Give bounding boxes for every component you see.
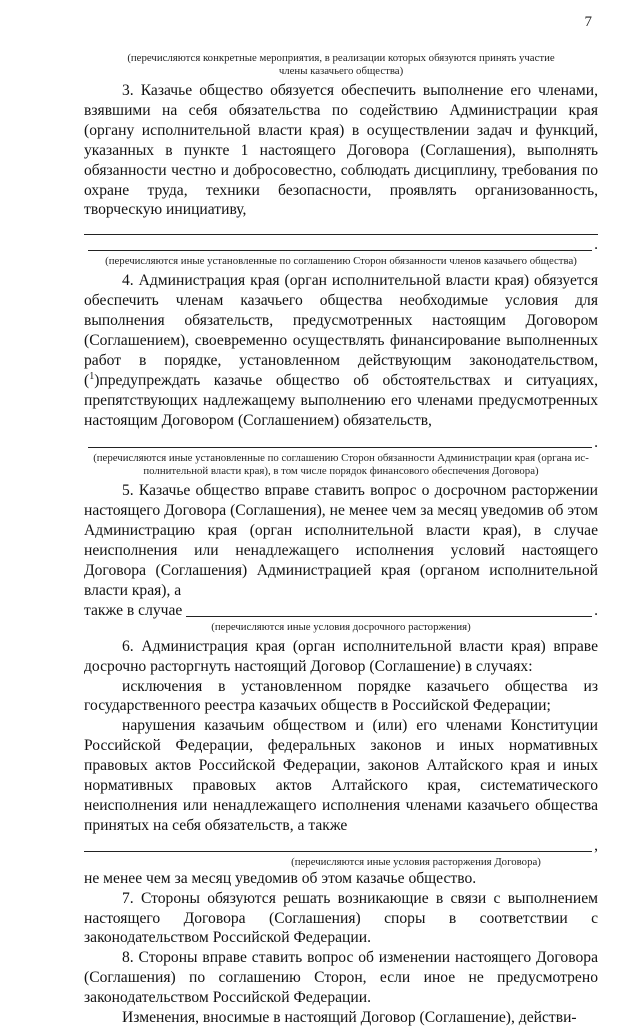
paragraph-3: 3. Казачье общество обязуется обеспечить выполнение его членами, взявшими на себя обязательства по содействию Администрации края (органу исполнительной власти края) в осуществлении задач и функций, указанных в пункте 1 настоящего Договора (Соглашения), выполнять обязанности честно и добросовестно, соблюдать дисциплину, требования по охране труда, техники безопасности, проявлять организованность, творческую инициативу,: [84, 82, 598, 219]
caption-activities-cont: члены казачьего общества): [278, 65, 404, 77]
footnote-mark: 1: [89, 370, 95, 382]
blank-line-end: [84, 433, 598, 453]
blank-line-end: [84, 836, 598, 856]
caption-admin-duties: (перечисляются иные установленные по соглашению Сторон обязанности Администрации края (органа ис-: [93, 452, 589, 465]
page-number: 7: [584, 14, 592, 30]
blank-fill: [88, 433, 592, 448]
caption-activities: (перечисляются конкретные мероприятия, в реализации которых обязуются принять участие: [127, 52, 555, 64]
paragraph-5-tail: также в случае: [84, 601, 183, 619]
paragraph-6-case-a: исключения в установленном порядке казачьего общества из государственного реестра казачьих обществ в Российской Федерации;: [84, 677, 598, 715]
caption-member-duties: (перечисляются иные установленные по соглашению Сторон обязанности членов казачьего общества): [105, 255, 577, 268]
paragraph-7: 7. Стороны обязуются решать возникающие в связи с выполнением настоящего Договора (Соглашения) споры в соответствии с законодательством Российской Федерации.: [84, 889, 598, 947]
blank-fill: [84, 837, 592, 852]
caption-admin-duties-cont: полнительной власти края), в том числе порядок финансового обеспечения Договора): [143, 465, 539, 478]
paragraph-4-text-cont: )предупреждать казачье общество об обстоятельствах и ситуациях, препятствующих надлежащему выполнению его членами предусмотренных настоящим Договором (Соглашением) обязательств,: [84, 371, 598, 429]
blank-fill: [186, 602, 592, 617]
document-body: [84, 52, 598, 1028]
blank-line-end: [84, 235, 598, 255]
paragraph-6: 6. Администрация края (орган исполнительной власти края) вправе досрочно расторгнуть настоящий Договор (Соглашение) в случаях:: [84, 637, 598, 675]
paragraph-4: [84, 271, 598, 430]
caption-early-termination: (перечисляются иные условия досрочного расторжения): [211, 620, 471, 633]
line-end-dot: .: [594, 236, 598, 254]
paragraph-6-case-b: нарушения казачьим обществом и (или) его членами Конституции Российской Федерации, федеральных законов и иных нормативных правовых актов Российской Федерации, законов Алтайского края и иных нормативных правовых актов Алтайского края, систематического неисполнения или ненадлежащего исполнения членами казачьего общества принятых на себя обязательств, а также: [84, 717, 598, 834]
blank-fill: [88, 236, 592, 251]
line-end-comma: ,: [594, 836, 598, 854]
paragraph-6-tail: не менее чем за месяц уведомив об этом казачье общество.: [84, 869, 477, 887]
line-end-dot: .: [594, 601, 598, 619]
paragraph-5: 5. Казачье общество вправе ставить вопрос о досрочном расторжении настоящего Договора (Соглашения), не менее чем за месяц уведомив об этом Администрацию края (орган исполнительной власти края), в случае неисполнения или ненадлежащего исполнения условий настоящего Договора (Соглашения) Администрацией края (органом исполнительной власти края), а: [84, 482, 598, 599]
caption-termination-conditions: (перечисляются иные условия расторжения Договора): [291, 855, 541, 868]
line-end-dot: .: [594, 433, 598, 451]
paragraph-4-text: 4. Администрация края (орган исполнительной власти края) обязуется обеспечить членам казачьего общества необходимые условия для выполнения обязательств, предусмотренных настоящим Договором (Соглашением), своевременно осуществлять финансирование выполненных работ в порядке, установленном действующим законодательством, (: [84, 272, 598, 389]
paragraph-9: Изменения, вносимые в настоящий Договор (Соглашение), действи-: [122, 1009, 577, 1027]
paragraph-8: 8. Стороны вправе ставить вопрос об изменении настоящего Договора (Соглашения) по соглашению Сторон, если иное не предусмотрено законодательством Российской Федерации.: [84, 949, 598, 1007]
blank-line-end: [84, 601, 598, 621]
